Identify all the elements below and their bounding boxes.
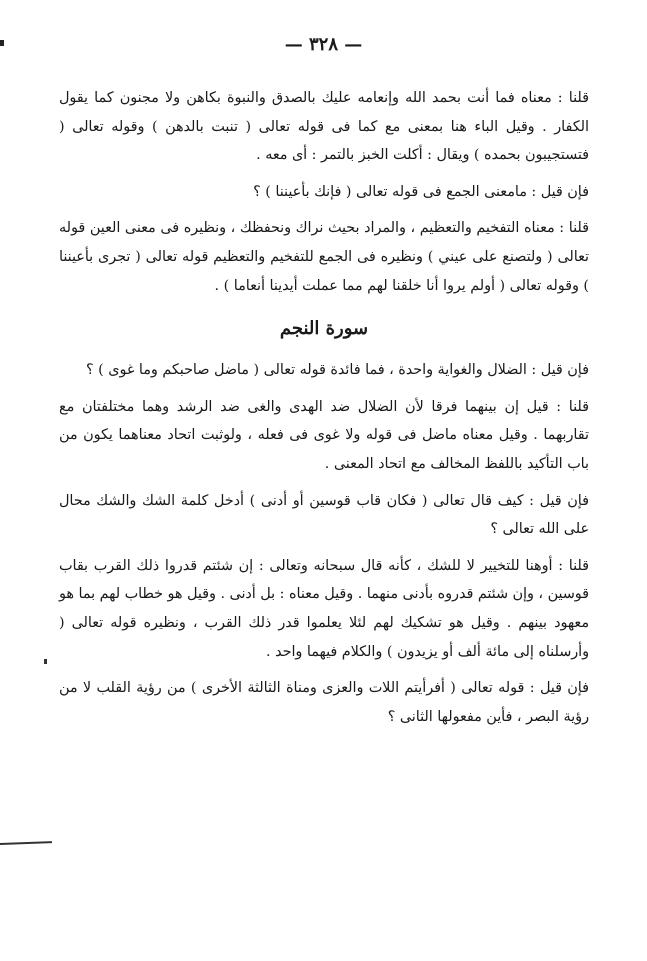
paragraph: فإن قيل : قوله تعالى ( أفرأيتم اللات والعزى ومناة الثالثة الأخرى ) من رؤية القلب لا من رؤية البصر ، فأين مفعولها الثانى ؟	[59, 680, 589, 725]
margin-dot	[44, 659, 47, 664]
section-title: سورة النجم	[279, 318, 369, 340]
paragraph: فإن قيل : الضلال والغواية واحدة ، فما فائدة قوله تعالى ( ماضل صاحبكم وما غوى ) ؟	[86, 362, 589, 379]
paragraph: قلنا : معناه التفخيم والتعظيم ، والمراد بحيث نراك ونحفظك ، ونظيره فى معنى العين قوله تعالى ( ولتصنع على عيني ) ونظيره فى الجمع للتفخيم والتعظيم قوله تعالى ( تجرى بأعيننا ) وقوله تعالى ( أولم يروا أنا خلقنا لهم مما عملت أيدينا أنعاما ) .	[59, 220, 589, 294]
margin-pen-stroke	[0, 841, 52, 845]
paragraph: قلنا : أوهنا للتخيير لا للشك ، كأنه قال سبحانه وتعالى : إن شئتم قدروا ذلك القرب بقاب قوسين ، وإن شئتم قدروه بأدنى منهما . وقيل معناه : بل أدنى . وقيل هو خطاب لهم بما هو معهود بينهم . وقيل هو تشكيك لهم لئلا يعلموا قدر ذلك القرب ، ونظيره قوله تعالى ( وأرسلناه إلى مائة ألف أو يزيدون ) والكلام فيهما واحد .	[59, 557, 589, 660]
paragraph: فإن قيل : مامعنى الجمع فى قوله تعالى ( فإنك بأعيننا ) ؟	[253, 183, 589, 200]
paragraph: قلنا : قيل إن بينهما فرقا لأن الضلال ضد الهدى والغى ضد الرشد وهما مختلفتان مع تقاربهما . وقيل معناه ماضل فى قوله ولا غوى فى فعله ، ولوثبت اتحاد معناهما يكون من باب التأكيد باللفظ المخالف مع اتحاد المعنى .	[59, 398, 589, 472]
paragraph: قلنا : معناه فما أنت بحمد الله وإنعامه عليك بالصدق والنبوة بكاهن ولا مجنون كما يقول الكفار . وقيل الباء هنا بمعنى مع كما فى قوله تعالى ( تنبت بالدهن ) وقوله تعالى ( فتستجيبون بحمده ) ويقال : أكلت الخبز بالتمر : أى معه .	[59, 90, 589, 164]
page-body	[59, 84, 589, 731]
paragraph: فإن قيل : كيف قال تعالى ( فكان قاب قوسين أو أدنى ) أدخل كلمة الشك والشك محال على الله تعالى ؟	[59, 492, 589, 538]
page-number: — ٣٢٨ —	[284, 34, 363, 55]
